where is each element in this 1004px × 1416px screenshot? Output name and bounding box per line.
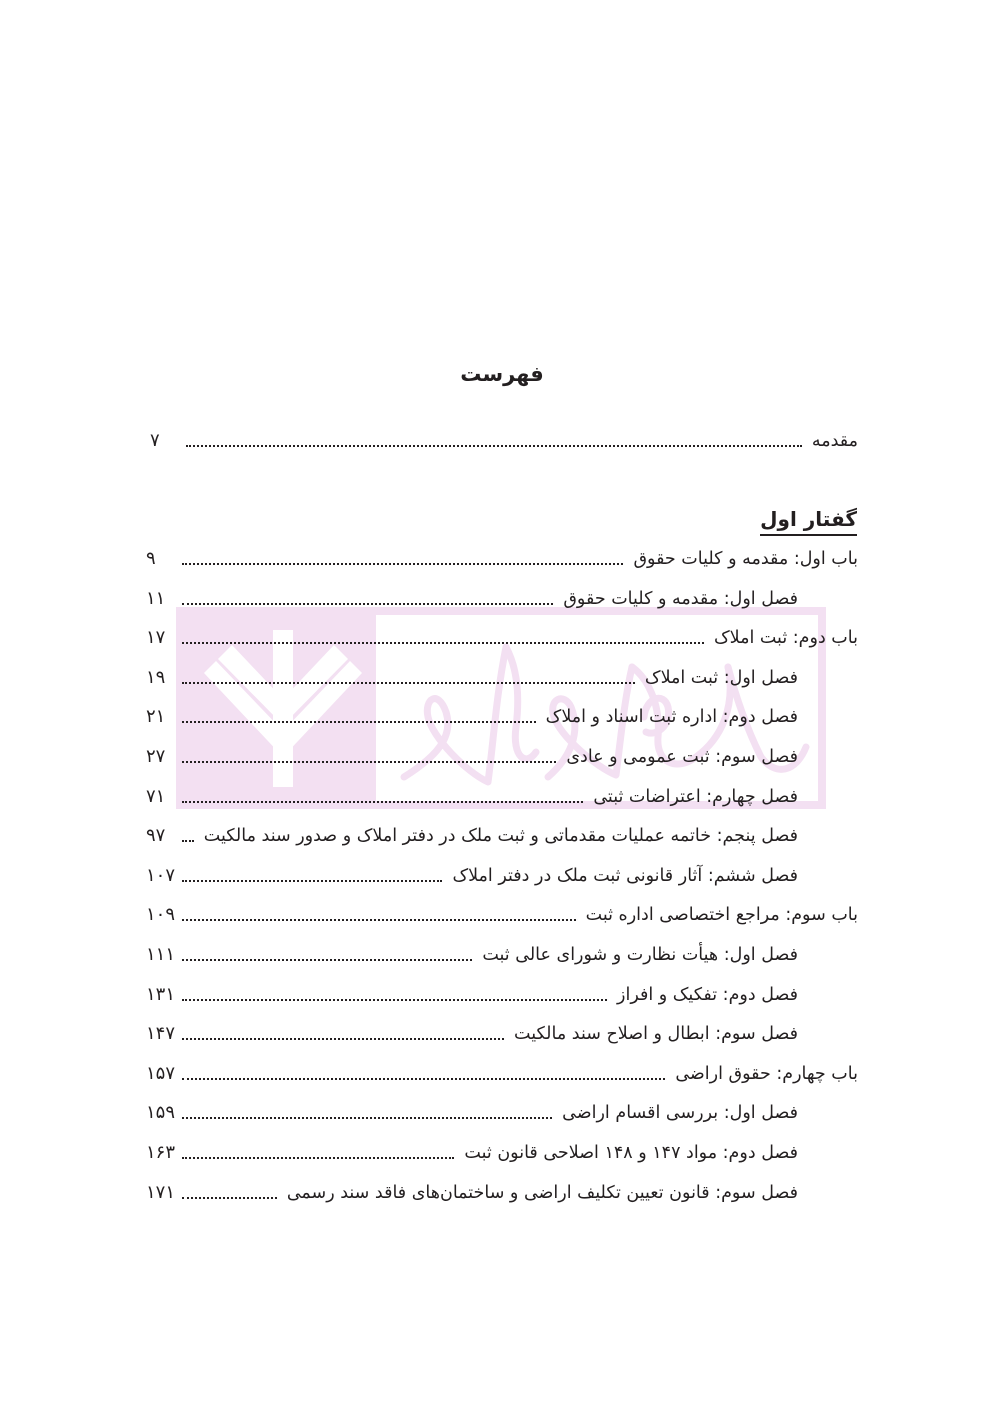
toc-entry-section[interactable] [146,701,798,731]
toc-page-number: ۱۱ [146,587,166,609]
toc-entry-label: باب دوم: ثبت املاک [713,628,858,649]
toc-page-number: ۱۷ [146,627,166,649]
toc-entry-label: فصل اول: ثبت املاک [644,667,798,688]
toc-entry-chapter[interactable] [146,543,858,573]
toc-page-number: ۱۵۹ [146,1102,176,1124]
toc-entry-label: فصل دوم: اداره ثبت اسناد و املاک [545,707,798,728]
toc-dot-leader [182,603,553,605]
toc-entry-section[interactable] [146,820,798,850]
toc-entry-label: فصل دوم: تفکیک و افراز [617,984,798,1005]
toc-page-number: ۱۳۱ [146,983,176,1005]
toc-dot-leader [182,1157,454,1159]
toc-entry-label: فصل دوم: مواد ۱۴۷ و ۱۴۸ اصلاحی قانون ثبت [464,1143,798,1163]
toc-entry-intro[interactable] [146,425,858,455]
toc-entry-section[interactable] [146,741,798,771]
toc-page-number: ۷ [150,430,160,451]
toc-page-number: ۱۷۱ [146,1181,176,1203]
toc-entry-label: فصل اول: هیأت نظارت و شورای عالی ثبت [482,945,798,965]
page-title: فهرست [460,362,544,387]
toc-dot-leader [182,682,635,684]
toc-dot-leader [182,919,576,921]
toc-dot-leader [182,1078,665,1080]
toc-entry-section[interactable] [146,939,798,969]
toc-dot-leader [182,840,194,842]
toc-page-number: ۱۶۳ [146,1142,176,1163]
toc-entry-label: باب چهارم: حقوق اراضی [675,1063,858,1084]
toc-entry-label: فصل سوم: قانون تعیین تکلیف اراضی و ساختمان‌های فاقد سند رسمی [286,1182,798,1203]
toc-entry-chapter[interactable] [146,899,858,929]
toc-dot-leader [182,1197,277,1199]
toc-entry-label: فصل اول: مقدمه و کلیات حقوق [563,588,798,609]
toc-dot-leader [182,999,607,1001]
toc-page-number: ۹۷ [146,825,166,847]
toc-dot-leader [182,1117,552,1119]
toc-entry-section[interactable] [146,583,798,613]
toc-entry-label: باب سوم: مراجع اختصاصی اداره ثبت [585,905,858,926]
part-heading: گفتار اول [760,504,857,536]
toc-page-number: ۱۰۹ [146,904,176,926]
toc-page-number: ۹ [146,548,156,569]
toc-dot-leader [182,959,472,961]
toc-entry-section[interactable] [146,979,798,1009]
toc-dot-leader [182,563,623,565]
toc-page-number: ۲۷ [146,746,166,767]
toc-dot-leader [182,880,442,882]
toc-entry-chapter[interactable] [146,622,858,652]
toc-entry-section[interactable] [146,860,798,890]
toc-entry-label: مقدمه [811,431,858,451]
toc-entry-section[interactable] [146,1018,798,1048]
toc-entry-section[interactable] [146,1097,798,1127]
toc-entry-chapter[interactable] [146,1058,858,1088]
toc-entry-section[interactable] [146,1177,798,1207]
toc-page-number: ۲۱ [146,706,166,728]
toc-dot-leader [182,642,704,644]
toc-dot-leader [182,721,536,723]
toc-entry-label: فصل پنجم: خاتمه عملیات مقدماتی و ثبت ملک در دفتر املاک و صدور سند مالکیت [203,826,798,847]
toc-page-number: ۱۰۷ [146,864,176,886]
toc-entry-label: فصل سوم: ابطال و اصلاح سند مالکیت [514,1024,798,1045]
toc-entry-section[interactable] [146,1137,798,1167]
toc-page-number: ۱۱۱ [146,944,176,965]
toc-entry-label: فصل ششم: آثار قانونی ثبت ملک در دفتر املاک [452,865,798,886]
toc-entry-label: فصل اول: بررسی اقسام اراضی [562,1103,798,1124]
toc-dot-leader [186,445,802,447]
toc-page-number: ۱۹ [146,666,166,688]
toc-entry-section[interactable] [146,662,798,692]
toc-entry-label: باب اول: مقدمه و کلیات حقوق [633,549,858,569]
toc-entry-label: فصل چهارم: اعتراضات ثبتی [593,786,798,807]
toc-dot-leader [182,761,556,763]
toc-page-number: ۱۴۷ [146,1023,176,1045]
toc-dot-leader [182,801,583,803]
toc-dot-leader [182,1038,504,1040]
toc-page-number: ۷۱ [146,785,166,807]
toc-entry-section[interactable] [146,781,798,811]
toc-page-number: ۱۵۷ [146,1062,176,1084]
toc-entry-label: فصل سوم: ثبت عمومی و عادی [566,747,798,767]
